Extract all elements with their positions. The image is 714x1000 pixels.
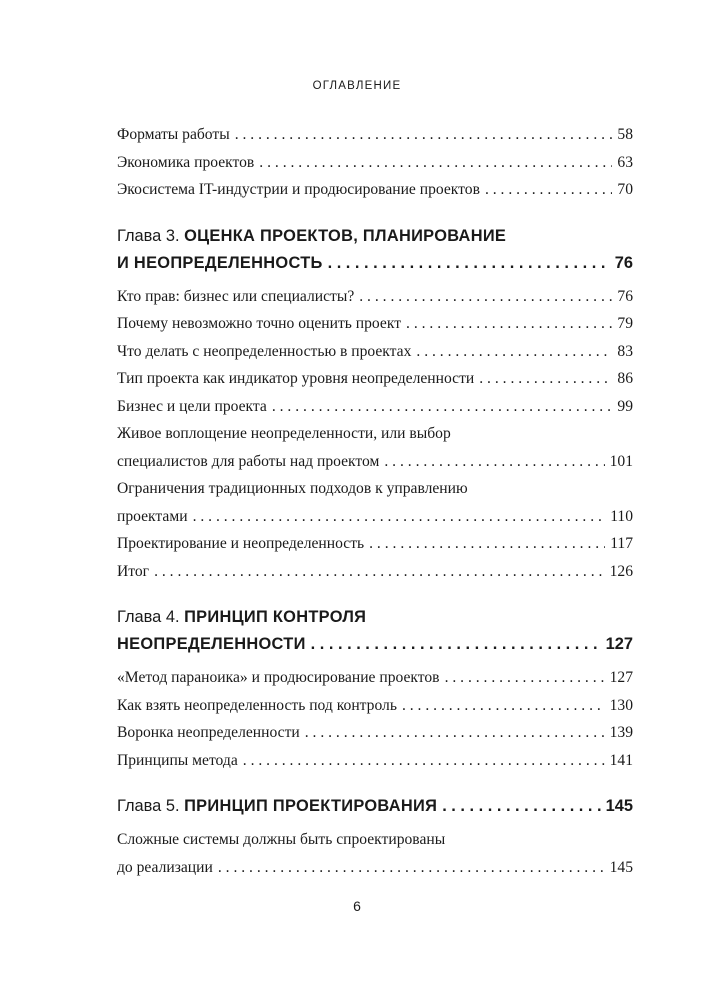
- dot-leader: [359, 283, 612, 311]
- toc-entry[interactable]: [117, 475, 633, 530]
- table-of-contents: [117, 121, 633, 881]
- dot-leader: [305, 719, 605, 747]
- entry-title: Форматы работы: [117, 126, 230, 143]
- entry-page: 101: [609, 452, 633, 470]
- entry-page: 130: [609, 696, 633, 714]
- entry-page: 58: [617, 126, 633, 143]
- entry-page: 79: [617, 315, 633, 332]
- toc-entry[interactable]: [117, 664, 633, 692]
- entry-title: Принципы метода: [117, 751, 238, 769]
- entry-page: 63: [617, 153, 633, 171]
- entry-page: 141: [609, 751, 633, 769]
- dot-leader: [384, 448, 604, 476]
- chapter-label: Глава 5.: [117, 797, 180, 815]
- toc-entry[interactable]: [117, 530, 633, 558]
- toc-entry[interactable]: [117, 747, 633, 775]
- chapter-heading-3[interactable]: [117, 223, 633, 277]
- toc-entry[interactable]: [117, 692, 633, 720]
- page-number: 6: [353, 898, 361, 914]
- entry-title: Как взять неопределенность под контроль: [117, 696, 397, 714]
- dot-leader: [218, 854, 605, 882]
- chapter-heading-4[interactable]: [117, 604, 633, 658]
- entry-page: 145: [609, 858, 633, 876]
- toc-entry[interactable]: [117, 121, 633, 149]
- dot-leader: [259, 149, 612, 177]
- toc-entry[interactable]: [117, 176, 633, 204]
- toc-entry[interactable]: [117, 558, 633, 586]
- entry-title: проектами: [117, 507, 188, 525]
- chapter-title: ПРИНЦИП ПРОЕКТИРОВАНИЯ: [184, 797, 438, 815]
- chapter-title-line1: ОЦЕНКА ПРОЕКТОВ, ПЛАНИРОВАНИЕ: [184, 226, 507, 245]
- entry-title: Экономика проектов: [117, 153, 255, 171]
- dot-leader: [235, 121, 613, 149]
- chapter-page: 127: [605, 635, 633, 653]
- dot-leader: [272, 393, 613, 421]
- chapter-page: 76: [614, 253, 633, 272]
- dot-leader: [154, 558, 605, 586]
- entry-page: 76: [617, 287, 633, 305]
- dot-leader: [402, 692, 605, 720]
- entry-page: 117: [610, 535, 633, 552]
- chapter-title-line2: И НЕОПРЕДЕЛЕННОСТЬ: [117, 253, 323, 272]
- toc-entry[interactable]: [117, 149, 633, 177]
- entry-title: «Метод параноика» и продюсирование проектов: [117, 669, 440, 686]
- dot-leader: [479, 365, 612, 393]
- dot-leader: [416, 338, 612, 366]
- entry-title: Кто прав: бизнес или специалисты?: [117, 287, 355, 305]
- entry-page: 99: [617, 397, 633, 415]
- dot-leader: [445, 664, 605, 692]
- entry-title: Почему невозможно точно оценить проект: [117, 315, 402, 332]
- dot-leader: [193, 503, 606, 531]
- toc-entry[interactable]: [117, 826, 633, 881]
- entry-title: Итог: [117, 562, 150, 580]
- chapter-page: 145: [605, 797, 633, 815]
- dot-leader: [442, 793, 600, 820]
- chapter-title-line1: ПРИНЦИП КОНТРОЛЯ: [184, 608, 367, 626]
- entry-title: специалистов для работы над проектом: [117, 452, 380, 470]
- chapter-heading-5[interactable]: [117, 793, 633, 820]
- entry-title: Бизнес и цели проекта: [117, 397, 267, 415]
- entry-title: до реализации: [117, 858, 213, 876]
- dot-leader: [369, 530, 605, 558]
- chapter-label: Глава 3.: [117, 226, 180, 245]
- entry-title-line1: Ограничения традиционных подходов к управлению: [117, 480, 468, 497]
- dot-leader: [406, 310, 612, 338]
- chapter-title-line2: НЕОПРЕДЕЛЕННОСТИ: [117, 635, 306, 653]
- entry-title-line1: Сложные системы должны быть спроектированы: [117, 831, 446, 848]
- entry-title: Экосистема IT-индустрии и продюсирование проектов: [117, 181, 480, 198]
- dot-leader: [243, 747, 605, 775]
- entry-page: 70: [617, 181, 633, 198]
- toc-entry[interactable]: [117, 365, 633, 393]
- entry-page: 127: [609, 669, 633, 686]
- entry-page: 83: [617, 342, 633, 360]
- dot-leader: [311, 631, 601, 658]
- chapter-label: Глава 4.: [117, 608, 180, 626]
- toc-entry[interactable]: [117, 310, 633, 338]
- toc-entry[interactable]: [117, 338, 633, 366]
- entry-title: Проектирование и неопределенность: [117, 535, 365, 552]
- entry-page: 126: [609, 562, 633, 580]
- toc-entry[interactable]: [117, 393, 633, 421]
- entry-page: 110: [610, 507, 633, 525]
- entry-page: 86: [617, 370, 633, 387]
- entry-title: Что делать с неопределенностью в проектах: [117, 342, 412, 360]
- dot-leader: [328, 250, 610, 277]
- entry-title: Воронка неопределенности: [117, 724, 300, 741]
- toc-entry[interactable]: [117, 719, 633, 747]
- entry-title: Тип проекта как индикатор уровня неопределенности: [117, 370, 475, 387]
- toc-entry[interactable]: [117, 420, 633, 475]
- dot-leader: [485, 176, 612, 204]
- entry-page: 139: [609, 724, 633, 741]
- running-header: ОГЛАВЛЕНИЕ: [312, 80, 402, 92]
- entry-title-line1: Живое воплощение неопределенности, или выбор: [117, 425, 451, 442]
- toc-entry[interactable]: [117, 283, 633, 311]
